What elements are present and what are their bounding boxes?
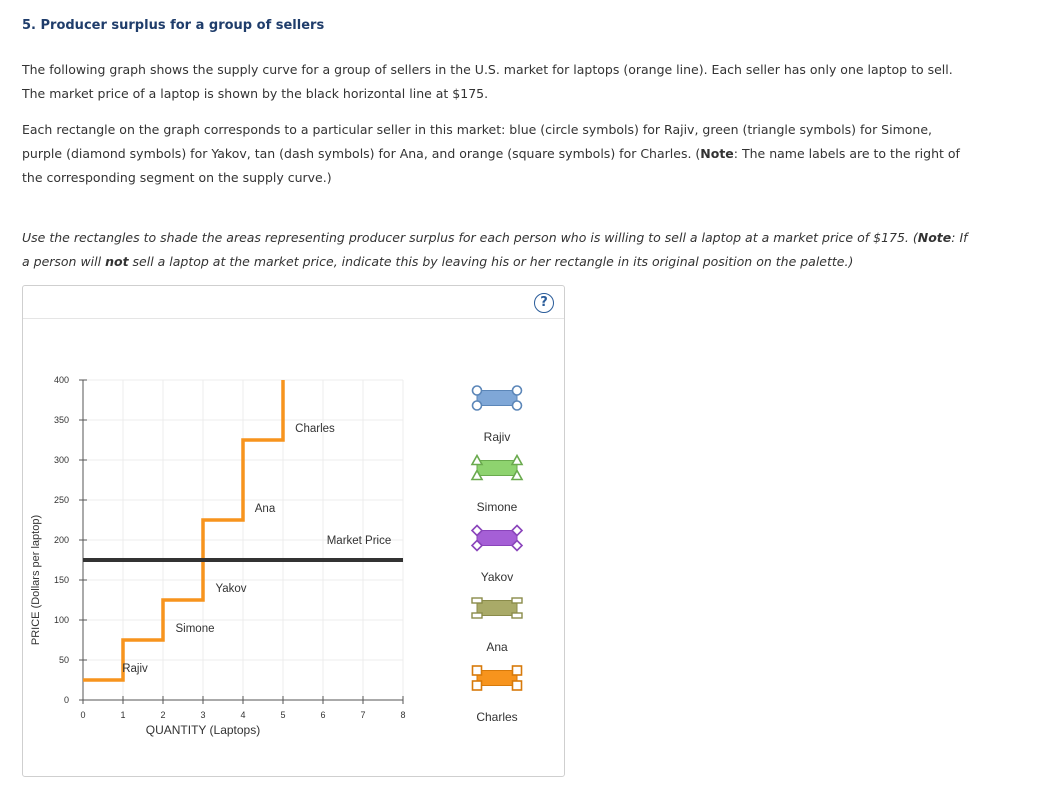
- intro-line: Each rectangle on the graph corresponds to a particular seller in this market: blue (circle symbols) for Rajiv, green (triangle symbols) for Simone,: [22, 122, 933, 137]
- circle-icon: [473, 401, 482, 410]
- supply-curve: [83, 380, 283, 680]
- circle-icon: [513, 386, 522, 395]
- segment-label: Simone: [175, 623, 215, 635]
- intro-line: the corresponding segment on the supply curve.): [22, 170, 332, 185]
- segment-label: Ana: [254, 503, 276, 515]
- text-run: sell a laptop at the market price, indicate this by leaving his or her rectangle in its original position on the palette.): [128, 254, 854, 269]
- segment-label: Rajiv: [122, 663, 148, 675]
- circle-icon: [513, 401, 522, 410]
- y-tick-label: 100: [53, 615, 69, 625]
- y-tick-label: 300: [53, 455, 69, 465]
- palette-label: Ana: [486, 640, 508, 654]
- note-label: Note: [917, 230, 952, 245]
- dash-icon: [512, 613, 522, 618]
- y-tick-label: 50: [58, 655, 69, 665]
- instruction-line: [22, 226, 1022, 250]
- intro-line: The market price of a laptop is shown by the black horizontal line at $175.: [22, 86, 489, 101]
- palette-item-charles[interactable]: [473, 666, 522, 690]
- palette-rect-yakov: [477, 531, 517, 546]
- x-tick-label: 7: [360, 710, 366, 720]
- intro-line: The following graph shows the supply curve for a group of sellers in the U.S. market for laptops (orange line). Each seller has only one laptop to sell.: [22, 62, 953, 77]
- palette-label: Charles: [476, 710, 518, 724]
- text-run: purple (diamond symbols) for Yakov, tan (dash symbols) for Ana, and orange (square symbols) for Charles. (: [22, 146, 701, 161]
- dash-icon: [472, 598, 482, 603]
- x-tick-label: 4: [240, 710, 246, 720]
- x-tick-label: 8: [400, 710, 406, 720]
- palette-rect-ana: [477, 601, 517, 616]
- palette-rect-simone: [477, 461, 517, 476]
- x-tick-label: 1: [120, 710, 126, 720]
- x-tick-label: 5: [280, 710, 286, 720]
- circle-icon: [473, 386, 482, 395]
- palette-label: Simone: [476, 500, 518, 514]
- intro-paragraph-1: [22, 58, 1022, 106]
- instruction-line: [22, 250, 1022, 274]
- dash-icon: [472, 613, 482, 618]
- help-icon[interactable]: ?: [534, 293, 554, 313]
- x-tick-label: 6: [320, 710, 326, 720]
- y-tick-label: 0: [63, 695, 69, 705]
- supply-chart[interactable]: [23, 316, 423, 776]
- palette-item-ana[interactable]: [472, 598, 522, 618]
- segment-label: Yakov: [215, 583, 247, 595]
- y-tick-label: 200: [53, 535, 69, 545]
- note-label: Note: [700, 146, 734, 161]
- text-run: Use the rectangles to shade the areas representing producer surplus for each person who is willing to sell a laptop at a market price of $175. (: [22, 230, 918, 245]
- instructions: [22, 226, 1022, 274]
- palette-label: Rajiv: [483, 430, 511, 444]
- square-icon: [513, 666, 522, 675]
- y-tick-label: 150: [53, 575, 69, 585]
- graph-panel-header: [23, 286, 564, 319]
- intro-line: [22, 142, 1022, 166]
- dash-icon: [512, 598, 522, 603]
- x-tick-label: 2: [160, 710, 166, 720]
- palette-rect-charles: [477, 671, 517, 686]
- graph-panel: [22, 285, 565, 777]
- page-title: 5. Producer surplus for a group of sellers: [22, 18, 325, 33]
- palette-label: Yakov: [480, 570, 514, 584]
- x-tick-label: 0: [80, 710, 86, 720]
- y-tick-label: 350: [53, 415, 69, 425]
- y-tick-label: 250: [53, 495, 69, 505]
- text-run: : The name labels are to the right of: [733, 146, 960, 161]
- text-run: : If: [951, 230, 968, 245]
- palette-item-simone[interactable]: [472, 456, 522, 480]
- x-tick-label: 3: [200, 710, 206, 720]
- palette-rect-rajiv: [477, 391, 517, 406]
- y-axis-label: PRICE (Dollars per laptop): [30, 514, 42, 646]
- palette-item-rajiv[interactable]: [473, 386, 522, 410]
- palette: [433, 316, 563, 776]
- x-axis-label: QUANTITY (Laptops): [145, 723, 261, 737]
- square-icon: [513, 681, 522, 690]
- text-run: a person will: [22, 254, 106, 269]
- y-tick-label: 400: [53, 375, 69, 385]
- intro-paragraph-2: [22, 118, 1022, 190]
- segment-label: Charles: [295, 423, 335, 435]
- square-icon: [473, 681, 482, 690]
- segment-label: Market Price: [326, 535, 392, 547]
- not-emphasis: not: [105, 254, 129, 269]
- palette-item-yakov[interactable]: [472, 526, 522, 551]
- square-icon: [473, 666, 482, 675]
